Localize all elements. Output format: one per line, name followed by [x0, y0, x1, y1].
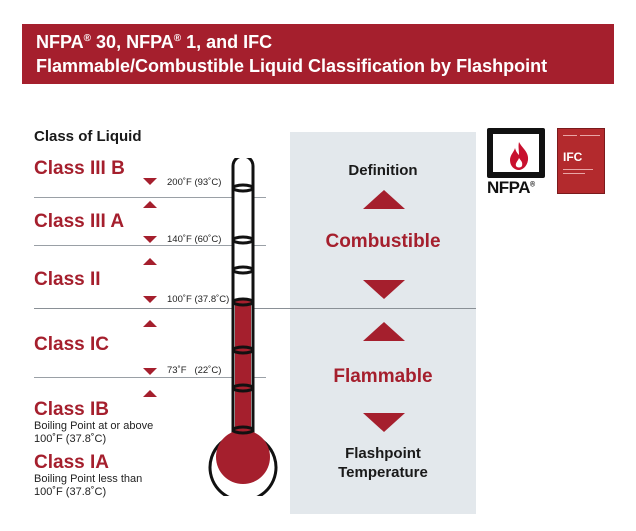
class-ib-note-line-1: Boiling Point at or above [34, 420, 154, 432]
arrow-down-icon [143, 368, 157, 375]
flashpoint-label-line-2: Temperature [338, 464, 428, 481]
nfpa-logo [487, 128, 549, 198]
arrow-up-icon [143, 201, 157, 208]
ifc-logo-text: IFC [563, 150, 583, 164]
class-ic-label: Class IC [34, 334, 109, 355]
banner-text: 30, NFPA [91, 32, 174, 52]
class-ii-label: Class II [34, 269, 101, 290]
arrow-down-icon [143, 178, 157, 185]
class-ia-note-line-2: 100˚F (37.8˚C) [34, 486, 107, 498]
down-arrow-icon [363, 413, 405, 432]
arrow-up-icon [143, 258, 157, 265]
arrow-down-icon [143, 296, 157, 303]
ifc-book-logo [557, 128, 605, 194]
banner-line-1 [36, 30, 602, 54]
definition-label: Definition [348, 162, 418, 179]
temp-label-73f: 73˚F (22˚C) [167, 365, 222, 376]
flammable-label: Flammable [333, 366, 433, 387]
registered-mark: ® [530, 181, 535, 189]
registered-mark: ® [173, 33, 182, 44]
up-arrow-icon [363, 322, 405, 341]
nfpa-logo-text [487, 178, 535, 198]
arrow-up-icon [143, 320, 157, 327]
cover-stripe [563, 169, 593, 170]
registered-mark: ® [83, 33, 92, 44]
arrow-down-icon [143, 236, 157, 243]
combustible-label: Combustible [325, 231, 441, 252]
class-ia-note-line-1: Boiling Point less than [34, 473, 143, 485]
banner-text: 1, and IFC [181, 32, 273, 52]
class-of-liquid-heading: Class of Liquid [34, 128, 142, 145]
down-arrow-icon [363, 280, 405, 299]
cover-stripe [563, 135, 577, 136]
class-iii-a-label: Class III A [34, 211, 125, 232]
banner-line-2: Flammable/Combustible Liquid Classification by Flashpoint [36, 56, 548, 76]
cover-stripe [563, 173, 585, 174]
arrow-up-icon [143, 390, 157, 397]
nfpa-logo-frame [487, 128, 545, 178]
banner-text: NFPA [36, 32, 84, 52]
nfpa-word: NFPA [487, 178, 531, 197]
class-ia-label: Class IA [34, 452, 109, 473]
thermometer-icon [205, 158, 281, 496]
class-ib-label: Class IB [34, 399, 109, 420]
flame-icon [508, 141, 530, 171]
temp-label-200f: 200˚F (93˚C) [167, 177, 222, 188]
temp-label-100f: 100˚F (37.8˚C) [167, 294, 230, 305]
class-iii-b-label: Class III B [34, 158, 125, 179]
cover-stripe [580, 135, 600, 136]
class-ib-note-line-2: 100˚F (37.8˚C) [34, 433, 107, 445]
up-arrow-icon [363, 190, 405, 209]
title-banner [22, 24, 614, 84]
flashpoint-label-line-1: Flashpoint [345, 445, 421, 462]
temp-label-140f: 140˚F (60˚C) [167, 234, 222, 245]
